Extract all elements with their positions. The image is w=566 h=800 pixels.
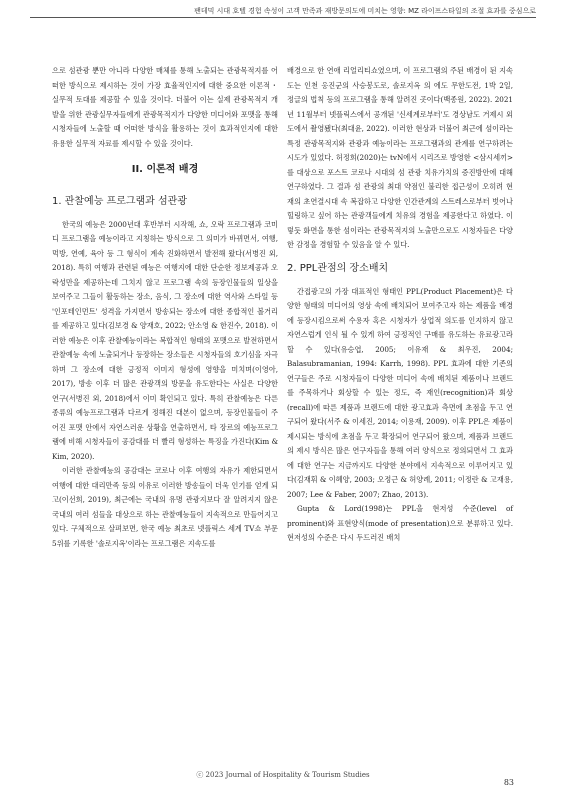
page-number: 83 xyxy=(503,778,514,787)
running-header: 팬데믹 시대 호텔 경험 속성이 고객 만족과 재방문의도에 미치는 영향: MZ 라이프스타일의 조절 효과를 중심으로 xyxy=(194,7,536,15)
left-column xyxy=(52,64,278,551)
header-divider xyxy=(30,17,536,18)
body-paragraph-1: 한국의 예능은 2000년대 후반부터 시작해, 쇼, 오락 프로그램과 코미디 프로그램을 예능이라고 지칭하는 방식으로 그 의미가 바뀌면서, 여행, 먹방, 연예, 육아 등 그 형식이 계속 진화하면서 발전해 왔다(서병진 외, 2018). 특히 여행과 관련된 예능은 여행지에 대한 단순한 정보제공과 오락성만을 제공하는데 그치지 않고 프로그램 속의 등장인물들의 일상을 보여주고 그들이 활동하는 장소, 음식, 그 장소에 대한 역사와 스타일 등 '인포테인먼트' 성격을 가지면서 방송되는 장소에 대한 종합적인 볼거리를 제공하고 있다(김보경 & 양재호, 2022; 안소영 & 한진수, 2018). 이러한 예능은 이후 관찰예능이라는 복합적인 형태의 포맷으로 발전하면서 관찰예능 속에 노출되거나 등장하는 장소들은 시청자들의 호기심을 자극하며 그 장소에 대한 긍정적 이미지 형성에 영향을 미치며(이영아, 2017), 방송 이후 더 많은 관광객의 방문을 유도한다는 사실은 다양한 연구(서병진 외, 2018)에서 이미 확인되고 있다. 특히 관찰예능은 다른 종류의 예능프로그램과 다르게 정해진 대본이 없으며, 등장인물들이 주어진 포맷 안에서 자연스러운 상황을 연출하면서, 타 장르의 예능프로그램에 비해 시청자들이 공감대를 더 빨리 형성하는 특징을 가진다(Kim & Kim, 2020). xyxy=(52,219,278,461)
body-paragraph-4: 간접광고의 가장 대표적인 형태인 PPL(Product Placement)은 다양한 형태의 미디어의 영상 속에 배치되어 보여주고자 하는 제품을 배경에 등장시킴으로써 수용자 혹은 시청자가 상업적 의도를 인지하지 않고 자연스럽게 인식 될 수 있게 하여 긍정적인 구매를 유도하는 유료광고라 할 수 있다(유승엽, 2005; 이유재 & 최우진, 2004; Balasubramanian, 1994: Karrh, 1998). PPL 효과에 대한 기존의 연구들은 주로 시청자들이 다양한 미디어 속에 배치된 제품이나 브랜드를 주목하거나 회상할 수 있는 정도, 즉 재인(recognition)과 회상(recall)에 따른 제품과 브랜드에 대한 광고효과 측면에 초점을 두고 연구되어 왔다(서주 & 이세진, 2014; 이용재, 2009). 이후 PPL은 제품이 제시되는 방식에 초점을 두고 확장되어 연구되어 왔으며, 제품과 브랜드의 제시 방식은 많은 연구자들을 통해 여러 양식으로 정의되면서 그 효과에 대한 연구는 지금까지도 다양한 분야에서 지속적으로 이루어지고 있다(김재휘 & 이혜양, 2003; 오정근 & 허양례, 2011; 이정란 & 고재용, 2007; Lee & Faber, 2007; Zhao, 2013). xyxy=(287,286,513,499)
section-title: II. 이론적 배경 xyxy=(131,164,199,175)
body-paragraph-5: Gupta & Lord(1998)는 PPL을 현저성 수준(level of prominent)와 표현양식(mode of presentation)으로 분류하고 있다. 현저성의 수준은 다시 두드러진 배치 xyxy=(287,504,513,542)
intro-paragraph: 으로 섬관광 뿐만 아니라 다양한 매체를 통해 노출되는 관광목적지를 어떠한 방식으로 제시하는 것이 가장 효율적인지에 대한 중요한 이론적・실무적 토대를 제공할 수 있을 것이다. 더불어 이는 실제 관광목적지 개발을 위한 관광실무자들에게 관광목적지가 다양한 미디어와 포맷을 통해 시청자들에 노출할 때 어떠한 방식을 활용하는 것이 효과적인지에 대한 유용한 실무적 자료를 제시할 수 있을 것이다. xyxy=(52,66,278,148)
footer-copyright: ⓒ 2023 Journal of Hospitality & Tourism Studies xyxy=(196,771,370,779)
subsection-title-1: 1. 관찰예능 프로그램과 섬관광 xyxy=(52,195,187,207)
body-paragraph-3: 배경으로 한 연애 리얼리티쇼였으며, 이 프로그램의 주된 배경이 된 지속도는 인천 옹진군의 사승봉도로, 솔로지옥 의 에도 무한도전, 1박 2일, 정글의 법칙 등의 프로그램을 통해 알려진 곳이다(백종원, 2022). 2021년 11월부터 넷플릭스에서 공개된 '신세계로부터'도 경상남도 거제시 외도에서 촬영됐다(최대윤, 2022). 이러한 현상과 더불어 최근에 섬이라는 특정 관광목적지와 관광과 예능이라는 프로그램과의 관계를 연구하려는 시도가 있었다. 허정희(2020)는 tvN에서 시리즈로 방영한 <삼시세끼>를 대상으로 포스트 코로나 시대의 섬 관광 치유가치의 증진방안에 대해 연구하였다. 그 결과 섬 관광의 최대 약점인 불리한 접근성이 오히려 현재의 초연결시대 속 복잡하고 다양한 인간관계의 스트레스로부터 벗어나 힐링하고 싶어 하는 관광객들에게 치유의 경험을 제공한다고 하였다. 이렇듯 화면을 통한 섬이라는 관광목적지의 노출만으로도 시청자들은 다양한 감정을 경험할 수 있음을 알 수 있다. xyxy=(287,66,513,249)
body-paragraph-2: 이러한 관찰예능의 공감대는 코로나 이후 여행의 자유가 제한되면서 여행에 대한 대리만족 등의 이유로 이러한 방송들이 더욱 인기를 얻게 되고(이선희, 2019), 최근에는 국내의 유명 관광지보다 잘 알려지지 않은 국내의 여러 섬들을 대상으로 하는 관찰예능들이 지속적으로 만들어지고 있다. 구체적으로 살펴보면, 한국 예능 최초로 넷플릭스 세계 TV쇼 부문 5위를 기록한 '솔로지옥'이라는 프로그램은 지속도를 xyxy=(52,466,278,548)
subsection-title-2: 2. PPL관점의 장소배치 xyxy=(287,262,389,274)
right-column xyxy=(287,64,513,546)
